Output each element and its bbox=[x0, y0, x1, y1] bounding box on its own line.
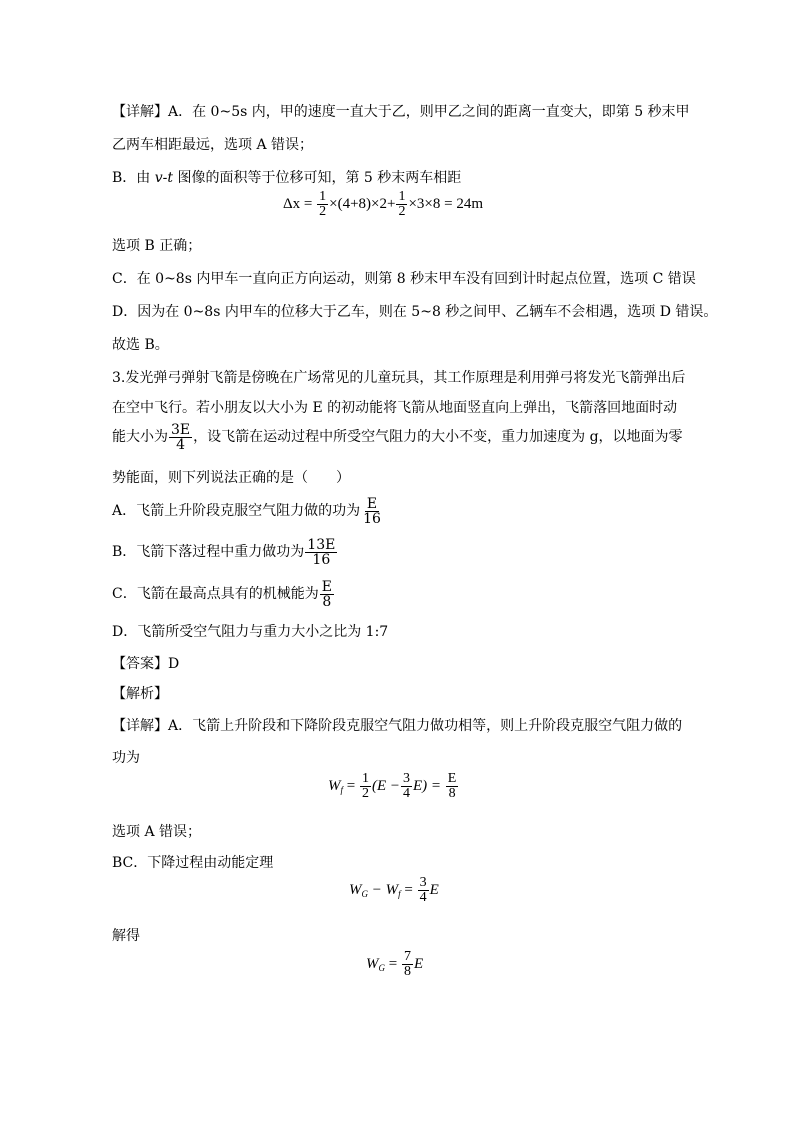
subscript: G bbox=[378, 962, 385, 973]
option-b bbox=[112, 535, 338, 569]
equation-wg bbox=[366, 950, 423, 979]
detail-line: 【详解】A．飞箭上升阶段和下降阶段克服空气阻力做功相等，则上升阶段克服空气阻力做的 bbox=[112, 718, 683, 734]
denominator: 2 bbox=[361, 786, 369, 801]
w-symbol: W bbox=[328, 777, 341, 794]
subscript: G bbox=[361, 888, 368, 899]
denominator: 16 bbox=[363, 510, 381, 527]
fraction bbox=[317, 190, 328, 219]
fraction bbox=[401, 772, 412, 801]
fraction bbox=[360, 772, 371, 801]
denominator: 2 bbox=[319, 204, 327, 219]
option-a bbox=[112, 494, 384, 528]
option-text: A．飞箭上升阶段克服空气阻力做的功为 bbox=[112, 503, 361, 519]
question-line: 3.发光弹弓弹射飞箭是傍晚在广场常见的儿童玩具，其工作原理是利用弹弓将发光飞箭弹出后 bbox=[112, 370, 686, 386]
denominator: 4 bbox=[419, 890, 427, 905]
numerator: 3 bbox=[419, 875, 427, 890]
equation-wf bbox=[328, 772, 459, 801]
detail-line: 选项 A 错误； bbox=[112, 824, 202, 840]
numerator: 1 bbox=[398, 189, 406, 204]
text-span: 能大小为 bbox=[112, 429, 168, 445]
numerator: 7 bbox=[403, 949, 411, 964]
denominator: 8 bbox=[448, 786, 456, 801]
option-text: C．飞箭在最高点具有的机械能为 bbox=[112, 586, 319, 602]
text-line: 选项 B 正确； bbox=[112, 238, 202, 254]
denominator: 16 bbox=[312, 551, 331, 568]
eq-part: = bbox=[385, 955, 398, 972]
fraction bbox=[402, 950, 413, 979]
numerator: 3 bbox=[403, 771, 411, 786]
fraction bbox=[169, 423, 192, 452]
denominator: 8 bbox=[322, 593, 332, 610]
detail-line: 解得 bbox=[112, 928, 140, 944]
text-line: C．在 0~8s 内甲车一直向正方向运动，则第 8 秒末甲车没有回到计时起点位置，选项 C 错误 bbox=[112, 271, 696, 287]
denominator: 2 bbox=[398, 204, 406, 219]
text-line: 故选 B。 bbox=[112, 337, 169, 353]
eq-part: = bbox=[400, 881, 413, 898]
option-c bbox=[112, 577, 335, 611]
eq-part: ×3×8 = 24m bbox=[408, 195, 483, 212]
fraction bbox=[305, 538, 337, 567]
text-span: ，设飞箭在运动过程中所受空气阻力的大小不变，重力加速度为 g，以地面为零 bbox=[193, 429, 683, 445]
denominator: 4 bbox=[403, 786, 411, 801]
eq-part: E bbox=[413, 955, 424, 972]
eq-part: = bbox=[343, 777, 356, 794]
eq-part: ×(4+8)×2+ bbox=[329, 195, 396, 212]
vt-symbol: v-t bbox=[154, 170, 174, 186]
text-line: 乙两车相距最远，选项 A 错误； bbox=[112, 137, 314, 153]
question-line bbox=[112, 420, 683, 454]
numerator: 1 bbox=[361, 771, 369, 786]
numerator: 3E bbox=[171, 421, 191, 438]
numerator: 1 bbox=[319, 189, 327, 204]
denominator: 8 bbox=[403, 964, 411, 979]
text-line bbox=[112, 168, 461, 188]
fraction bbox=[418, 876, 429, 905]
option-text: B．飞箭下落过程中重力做功为 bbox=[112, 544, 305, 560]
equation-energy bbox=[349, 876, 439, 905]
eq-part: E bbox=[429, 881, 439, 898]
eq-part: (E − bbox=[371, 777, 401, 794]
fraction bbox=[320, 580, 334, 609]
w-symbol: W bbox=[349, 881, 362, 898]
detail-line: 功为 bbox=[112, 750, 140, 766]
w-symbol: W bbox=[366, 955, 379, 972]
numerator: E bbox=[447, 771, 457, 786]
numerator: 13E bbox=[307, 536, 336, 553]
eq-part: E) = bbox=[413, 777, 442, 794]
text-line: D．因为在 0~8s 内甲车的位移大于乙车，则在 5~8 秒之间甲、乙辆车不会相遇，选项 D 错误。 bbox=[112, 304, 718, 320]
equation-delta-x bbox=[283, 190, 483, 219]
text-span: 图像的面积等于位移可知，第 5 秒末两车相距 bbox=[173, 170, 462, 186]
fraction bbox=[361, 497, 383, 526]
subscript: f bbox=[398, 888, 401, 899]
numerator: E bbox=[366, 495, 378, 512]
eq-part: − W bbox=[368, 881, 399, 898]
question-line: 势能面，则下列说法正确的是（ ） bbox=[112, 470, 350, 486]
question-line: 在空中飞行。若小朋友以大小为 E 的初动能将飞箭从地面竖直向上弹出，飞箭落回地面时动 bbox=[112, 400, 678, 416]
numerator: E bbox=[321, 578, 332, 595]
text-line: 【详解】A．在 0~5s 内，甲的速度一直大于乙，则甲乙之间的距离一直变大，即第 5 秒末甲 bbox=[112, 104, 690, 120]
option-d: D．飞箭所受空气阻力与重力大小之比为 1:7 bbox=[112, 624, 389, 640]
fraction bbox=[396, 190, 407, 219]
fraction bbox=[446, 772, 459, 801]
detail-line: BC．下降过程由动能定理 bbox=[112, 855, 274, 871]
analysis-label: 【解析】 bbox=[112, 686, 168, 702]
eq-lhs: Δx = bbox=[283, 195, 313, 212]
subscript: f bbox=[340, 784, 344, 795]
answer-label: 【答案】D bbox=[112, 656, 180, 672]
denominator: 4 bbox=[176, 436, 186, 453]
text-span: B．由 bbox=[112, 170, 155, 186]
